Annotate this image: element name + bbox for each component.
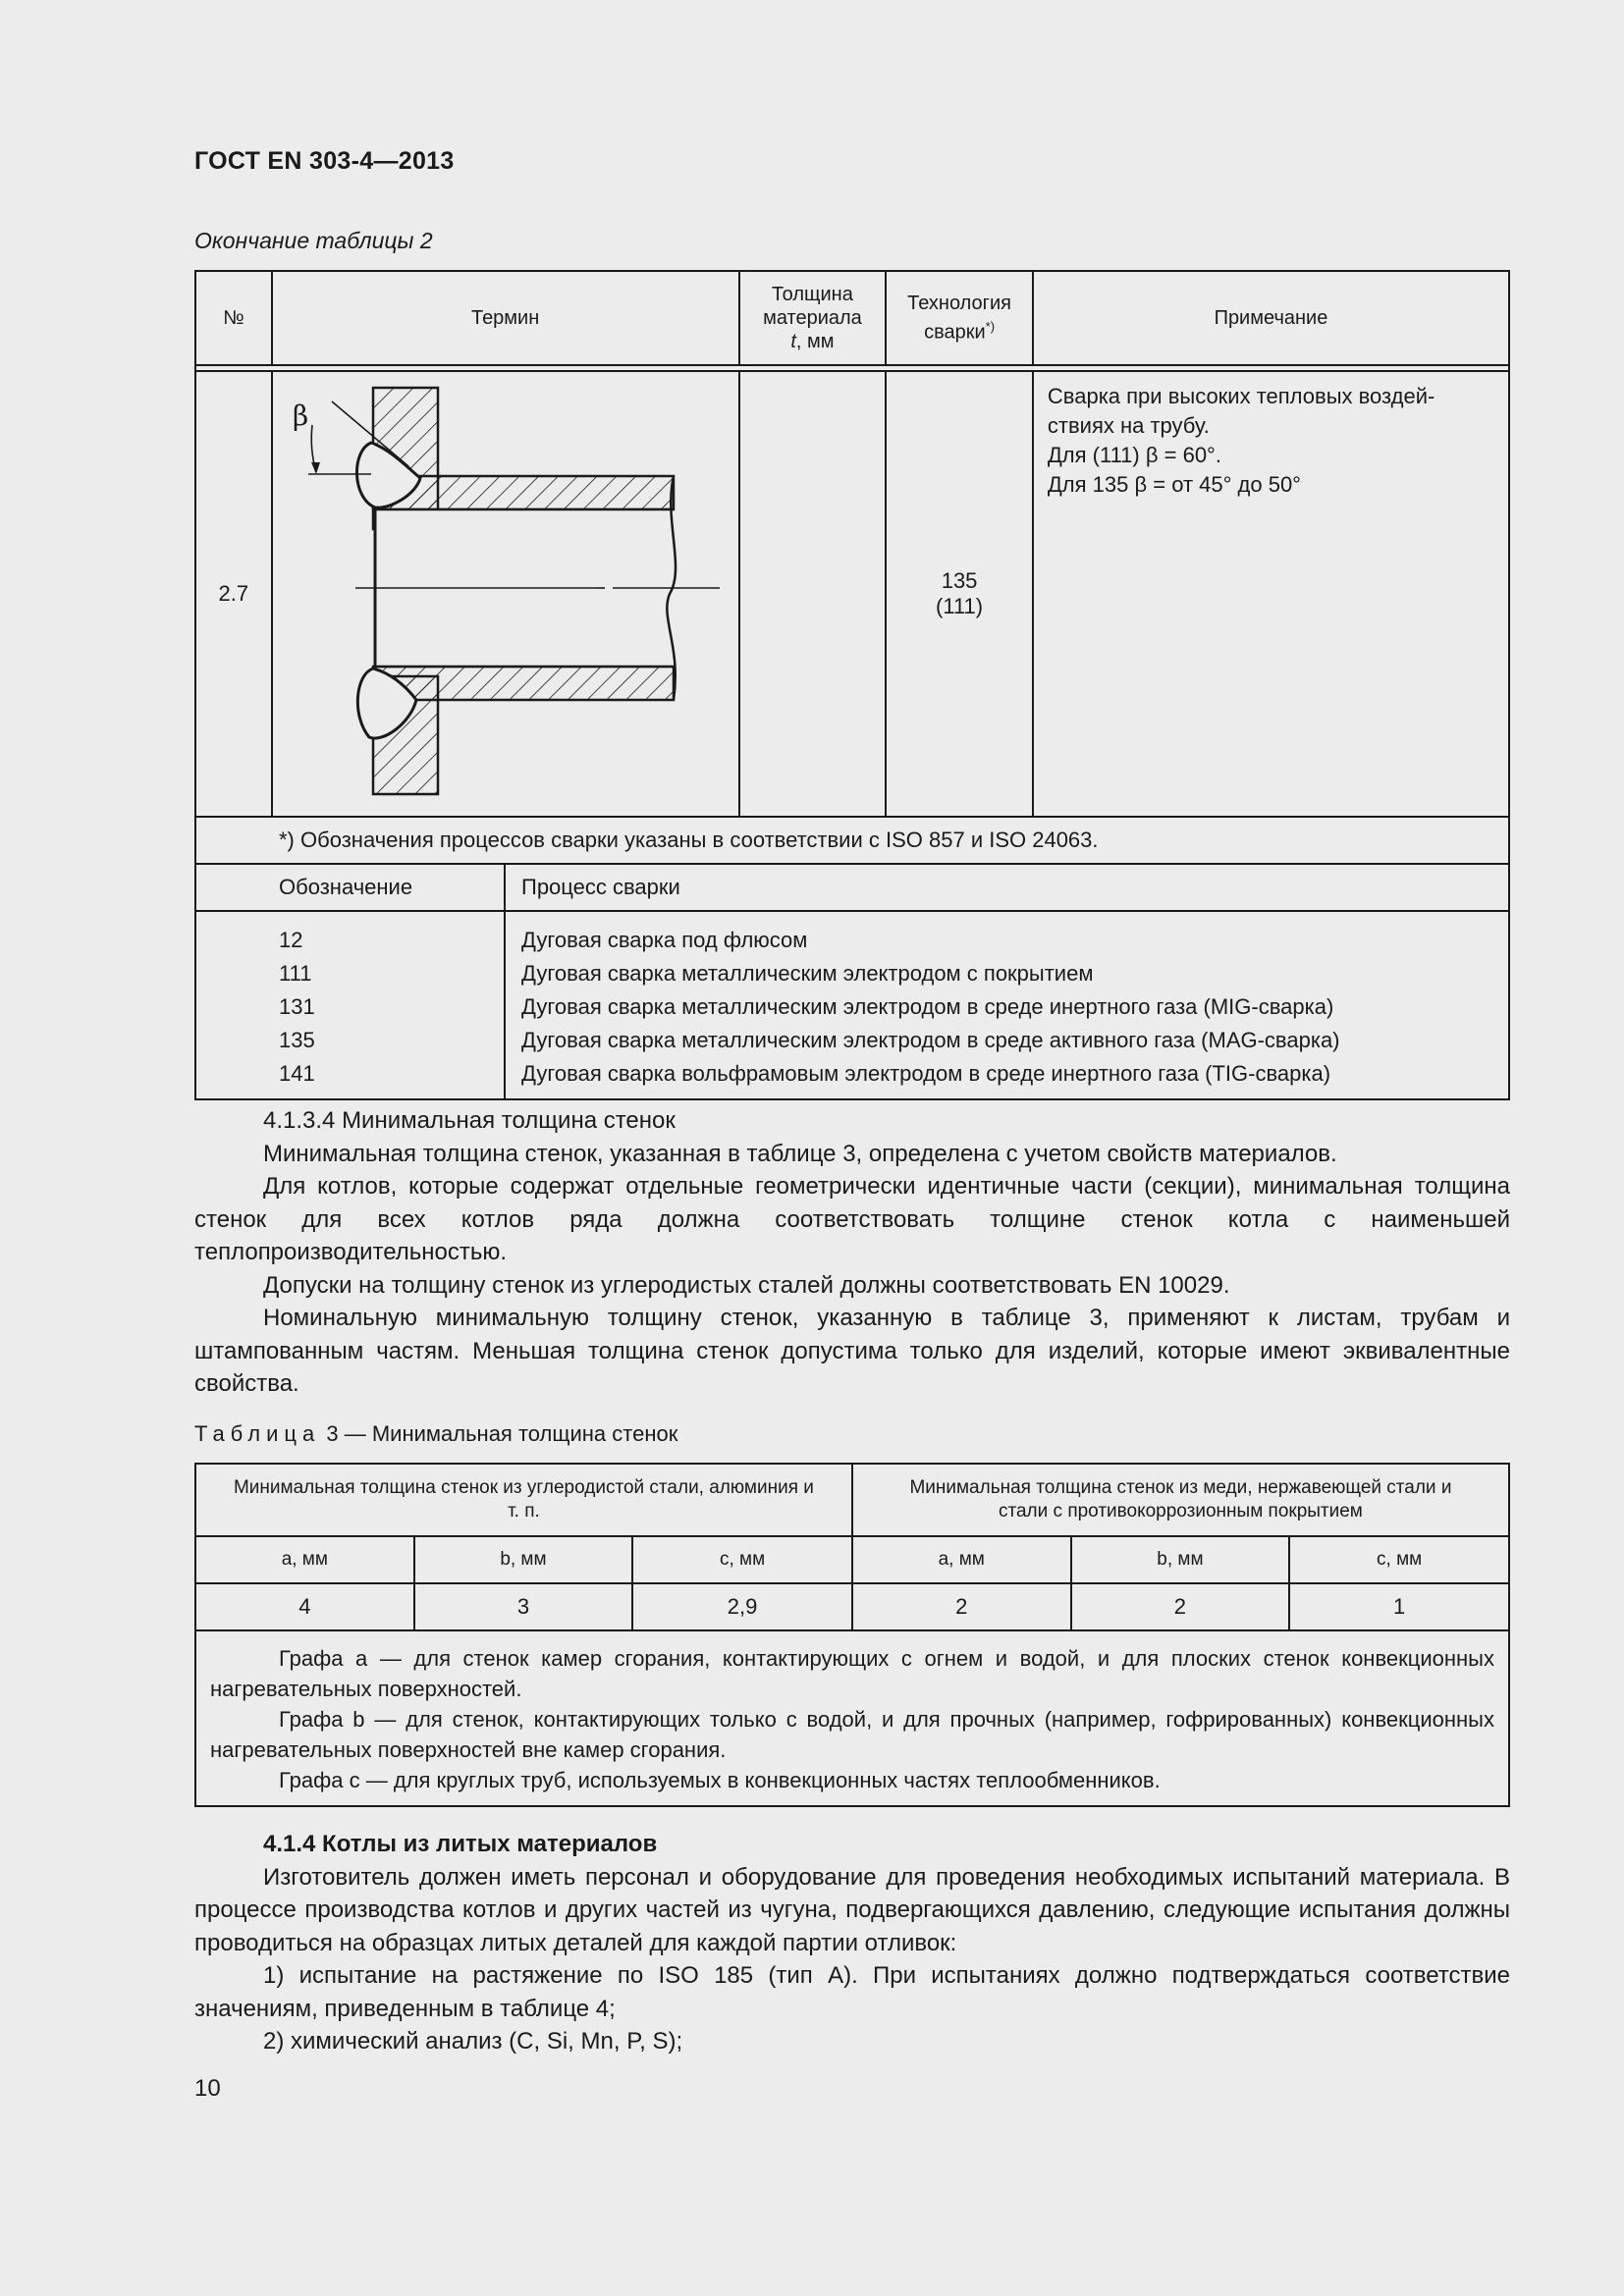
beta-label: β [292,400,308,432]
table3-value: 2 [852,1583,1071,1630]
table3-subheader: с, мм [632,1536,852,1583]
table3-group-header [195,1464,1509,1536]
thickness-unit: , мм [795,331,835,352]
row-number: 2.7 [195,371,272,817]
list-item: 2) химический анализ (C, Si, Mn, P, S); [263,2028,683,2055]
table3-subheader-row [195,1536,1509,1583]
legend-processes [505,911,1508,1098]
section-4-1-3-4-title: 4.1.3.4 Минимальная толщина стенок [263,1107,676,1134]
weld-figure-cell [272,371,739,817]
table-2 [194,270,1510,1100]
table3-subheader: а, мм [195,1536,414,1583]
legend-body [196,911,1508,1098]
table3-value: 2 [1071,1583,1290,1630]
legend-code: 135 [279,1028,315,1052]
paragraph: Номинальную минимальную толщину стенок, указанную в таблице 3, применяют к листам, трубам и штампованным частям. Меньшая толщина стенок допустима только для изделий, которые имеют эквивалентные свойства. [194,1305,1510,1397]
table2-footnote: *) Обозначения процессов сварки указаны в соответствии с ISO 857 и ISO 24063. [195,817,1509,864]
tech-footnote-mark: *) [985,319,996,335]
table3-group2: Минимальная толщина стенок из меди, нержавеющей стали и стали с противокоррозионным покрытием [852,1464,1509,1536]
note-line-4: Для 135 β = от 45° до 50° [1047,472,1301,497]
tech-value-l1: 135 [941,568,978,593]
table2-header-row [195,271,1509,365]
table-3 [194,1463,1510,1807]
page-number: 10 [194,2075,221,2102]
thickness-label-l1: Толщина [772,284,853,305]
note-line-1: Сварка при высоких тепловых воздей- [1047,384,1435,408]
paragraph: Изготовитель должен иметь персонал и оборудование для проведения необходимых испытаний материала. В процессе производства котлов и других частей из чугуна, подвергающихся давлению, следующие испытания должны проводиться на образцах литых деталей для каждой партии отливок: [194,1863,1510,1956]
table3-subheader: с, мм [1289,1536,1509,1583]
note-line-2: ствиях на трубу. [1047,413,1210,438]
legend-codes [196,911,505,1098]
legend-table [196,865,1508,1098]
table3-subheader: b, мм [1071,1536,1290,1583]
table2-col-technology [886,271,1033,365]
thickness-value [739,371,887,817]
legend-process: Дуговая сварка металлическим электродом с покрытием [521,961,1094,986]
tech-value-l2: (111) [936,594,984,618]
thickness-label-l2: материала [763,307,862,329]
paragraph: Для котлов, которые содержат отдельные геометрически идентичные части (секции), минимальная толщина стенок для всех котлов ряда должна соответствовать толщине стенок котла с наименьшей теплопроизводительностью. [194,1173,1510,1265]
paragraph: Допуски на толщину стенок из углеродистых сталей должны соответствовать EN 10029. [263,1271,1230,1299]
paragraph: Минимальная толщина стенок, указанная в таблице 3, определена с учетом свойств материалов. [263,1140,1337,1167]
row-note [1033,371,1509,817]
list-item: 1) испытание на растяжение по ISO 185 (тип А). При испытаниях должно подтверждаться соответствие значениям, приведенным в таблице 4; [194,1962,1510,2022]
legend-process: Дуговая сварка вольфрамовым электродом в среде инертного газа (TIG-сварка) [521,1061,1331,1086]
table3-notes [195,1630,1509,1806]
table3-value: 2,9 [632,1583,852,1630]
table2-continuation-label: Окончание таблицы 2 [194,228,433,253]
section-4-1-3-4 [194,1104,1510,1401]
table3-value: 4 [195,1583,414,1630]
table2-col-note: Примечание [1033,271,1509,365]
tech-label-l2: сварки [924,321,986,344]
table3-subheader: а, мм [852,1536,1071,1583]
legend-code: 141 [279,1061,315,1086]
table2-row-2-7 [195,371,1509,817]
table3-caption [194,1421,677,1447]
legend-col-process: Процесс сварки [505,865,1508,911]
technology-value [886,371,1033,817]
legend-process: Дуговая сварка металлическим электродом в среде активного газа (MAG-сварка) [521,1028,1340,1052]
table3-caption-prefix: Таблица [194,1421,321,1446]
legend-code: 131 [279,994,315,1019]
table3-note-c: Графа с — для круглых труб, используемых в конвекционных частях теплообменников. [279,1768,1161,1792]
table3-note-a: Графа а — для стенок камер сгорания, контактирующих с огнем и водой, и для плоских стенок конвекционных нагревательных поверхностей. [210,1646,1494,1701]
legend-code: 12 [279,928,303,952]
legend-process: Дуговая сварка под флюсом [521,928,808,952]
table3-value: 3 [414,1583,633,1630]
pipe-wall-bottom [373,667,674,700]
tech-label-l1: Технология [907,293,1011,315]
table3-value: 1 [1289,1583,1509,1630]
legend-col-code: Обозначение [196,865,505,911]
document-header: ГОСТ EN 303-4—2013 [194,147,455,175]
section-4-1-4 [194,1828,1510,2058]
table2-col-thickness [739,271,887,365]
table2-footnote-row [195,817,1509,864]
legend-row [195,864,1509,1099]
table3-note-b: Графа b — для стенок, контактирующих только с водой, и для прочных (например, гофрированных) конвекционных нагревательных поверхностей вне камер сгорания. [210,1707,1494,1762]
table3-caption-rest: 3 — Минимальная толщина стенок [320,1421,678,1446]
section-4-1-4-title: 4.1.4 Котлы из литых материалов [263,1831,658,1857]
table3-notes-row [195,1630,1509,1806]
legend-process: Дуговая сварка металлическим электродом в среде инертного газа (MIG-сварка) [521,994,1334,1019]
table3-group1: Минимальная толщина стенок из углеродистой стали, алюминия и т. п. [195,1464,852,1536]
thickness-var: t [790,331,796,352]
table3-values-row [195,1583,1509,1630]
note-line-3: Для (111) β = 60°. [1047,443,1221,467]
legend-header [196,865,1508,911]
table3-subheader: b, мм [414,1536,633,1583]
table2-col-num: № [195,271,272,365]
table2-col-term: Термин [272,271,739,365]
pipe-weld-diagram [273,372,738,796]
legend-code: 111 [279,961,312,986]
